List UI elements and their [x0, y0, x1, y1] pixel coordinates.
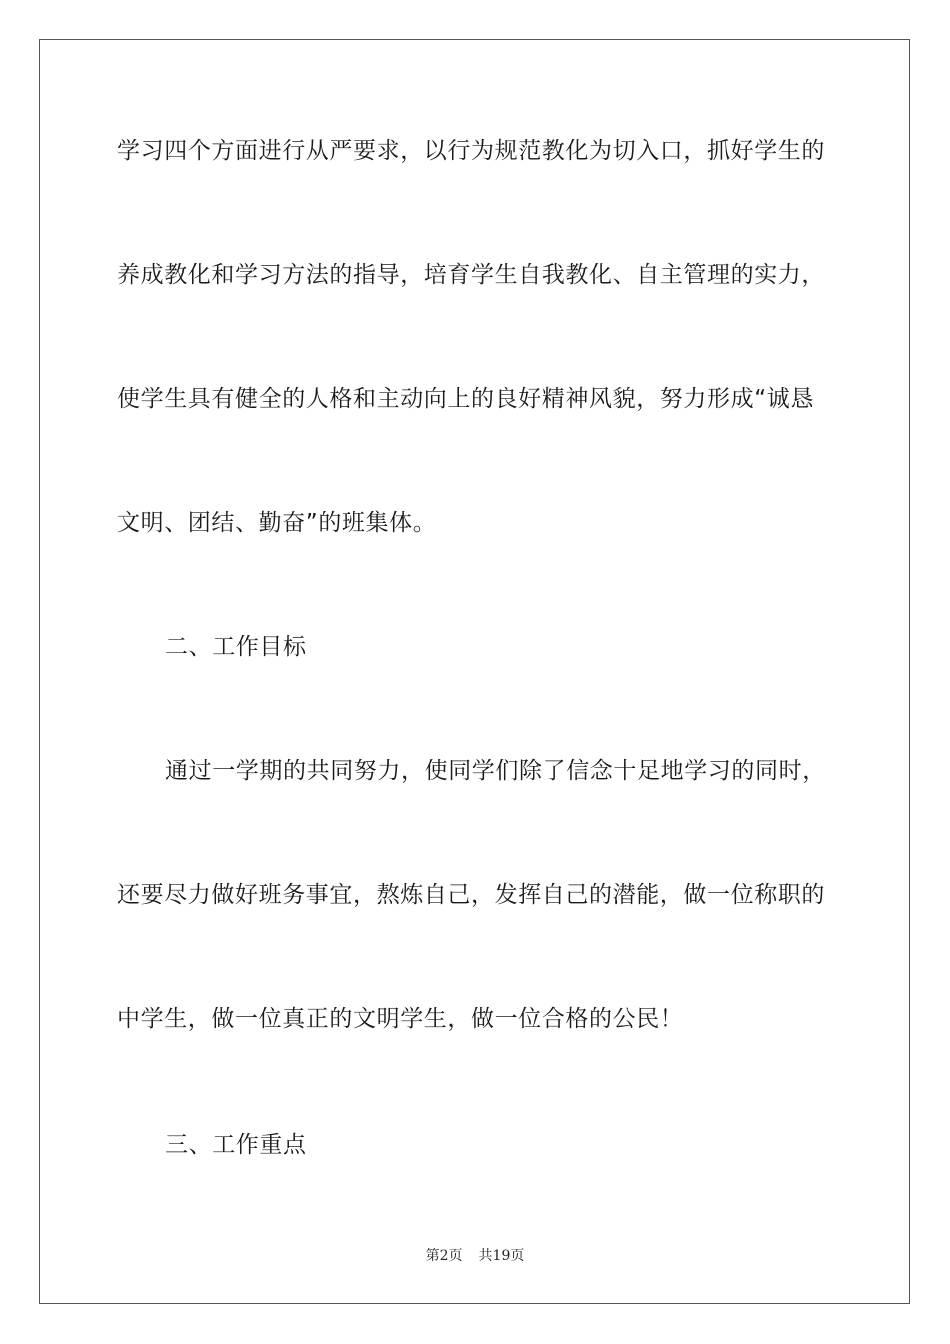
page-number: 第2页 — [425, 1248, 463, 1264]
paragraph-line: 学习四个方面进行从严要求，以行为规范教化为切入口，抓好学生的 — [117, 138, 825, 164]
page-footer — [0, 1246, 950, 1266]
paragraph-line: 通过一学期的共同努力，使同学们除了信念十足地学习的同时， — [165, 758, 826, 784]
page-total: 共19页 — [478, 1248, 525, 1264]
paragraph-line: 使学生具有健全的人格和主动向上的良好精神风貌，努力形成“诚恳 — [117, 386, 814, 412]
section-heading: 三、工作重点 — [165, 1132, 307, 1158]
paragraph-line: 还要尽力做好班务事宜，熬炼自己，发挥自己的潜能，做一位称职的 — [117, 882, 825, 908]
section-heading: 二、工作目标 — [165, 634, 307, 660]
paragraph-line: 文明、团结、勤奋”的班集体。 — [117, 510, 437, 536]
paragraph-line: 中学生，做一位真正的文明学生，做一位合格的公民！ — [117, 1006, 684, 1032]
page-border — [39, 39, 910, 1304]
paragraph-line: 养成教化和学习方法的指导，培育学生自我教化、自主管理的实力， — [117, 262, 825, 288]
